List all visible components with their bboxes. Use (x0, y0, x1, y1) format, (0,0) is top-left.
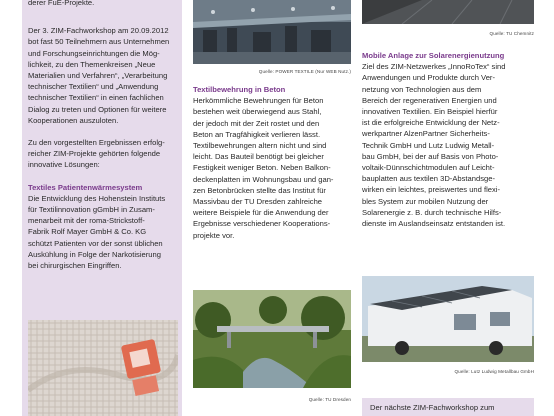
hall-photo-caption: Quelle: POWER TEXTILE (Nur WEB Nutz.) (258, 69, 351, 74)
left-column (22, 0, 182, 416)
mobile-solar-paragraph: Ziel des ZIM-Netzwerkes „InnoRoTex“ sind Anwendungen und Produkte durch Ver- netzung von Technologien aus dem Bereich der regenerativen Energien und innovativen Textilien. Ein Beispiel hierfür ist die erfolgreiche Entwicklung der Netz- werkpartner AlzenPartner Sicherheits- Technik GmbH und Lutz Ludwig Metall- bau GmbH, bei der auf Basis von Photo- voltaik-Dünnschichtmodulen auf Leicht- bauplatten aus textilen 3D-Abstandsge- wirken ein leichtes, preiswertes und flexi- bles System zur mobilen Nutzung der Solarenergie z. B. durch technische Hilfs- dienste im Auslandseinsatz entstanden ist. (362, 62, 506, 229)
solar-panel-top-image (362, 0, 534, 24)
solar-vehicle-caption: Quelle: Lutz Ludwig Metallbau GmbH (454, 369, 534, 374)
knit-fabric-image (28, 320, 178, 416)
solutions-intro-paragraph: Zu den vorgestellten Ergebnissen erfolg- reicher ZIM-Projekte gehörten folgende innovative Lösungen: (28, 138, 165, 170)
concrete-bridge-image (193, 290, 351, 388)
solar-top-photo (362, 0, 534, 24)
intro-fragment: derer FuE-Projekte. (28, 0, 95, 7)
bridge-photo (193, 290, 351, 388)
next-workshop-text: Der nächste ZIM-Fachworkshop zum (370, 403, 495, 412)
solar-top-caption: Quelle: TU Chemnitz (489, 31, 534, 36)
workshop-paragraph: Der 3. ZIM-Fachworkshop am 20.09.2012 bot fast 50 Teilnehmern aus Unternehmen und Forschungseinrichtungen die Mög- lichkeit, zu den Themenkreisen „Neue Materialien und Verfahren“, „Verarbeitung technischer Textilien“ und „Anwendung technischer Textilien“ in einen fachlichen Dialog zu treten und Optionen für weitere Kooperationen auszuloten. (28, 26, 170, 125)
knit-fabric-photo (28, 320, 178, 416)
solar-vehicle-photo (362, 276, 534, 362)
textile-reinforcement-paragraph: Herkömmliche Bewehrungen für Beton bestehen weit überwiegend aus Stahl, der jedoch mit der Zeit rostet und den Beton an Tragfähigkeit verlieren lässt. Textilbewehrungen altern nicht und sind leicht. Das Bauteil benötigt bei gleicher Festigkeit weniger Beton. Neben Balkon- deckenplatten im Wohnungsbau und gan- zen Betonbrücken stellte das Institut für Massivbau der TU Dresden zahlreiche weitere Beispiele für die Anwendung der Ergebnisse verschiedener Kooperations- projekte vor. (193, 96, 334, 240)
patient-warming-paragraph: Die Entwicklung des Hohenstein Instituts für Textilinnovation gGmbH in Zusam- menarbeit mit der roma-Strickstoff- Fabrik Rolf Mayer GmbH & Co. KG schützt Patienten vor der sonst üblichen Auskühlung in Folge der Narkotisierung bei chirurgischen Eingriffen. (28, 193, 166, 271)
section-heading-patient-warming: Textiles Patientenwärmesystem (28, 182, 143, 192)
hall-photo (193, 0, 351, 64)
solar-vehicle-image (362, 276, 534, 362)
section-heading-textile-reinforcement: Textilbewehrung in Beton (193, 85, 286, 94)
bridge-photo-caption: Quelle: TU Dresden (308, 397, 351, 402)
section-heading-mobile-solar: Mobile Anlage zur Solarenergienutzung (362, 51, 505, 60)
exhibition-hall-image (193, 0, 351, 64)
next-workshop-box (362, 398, 534, 416)
